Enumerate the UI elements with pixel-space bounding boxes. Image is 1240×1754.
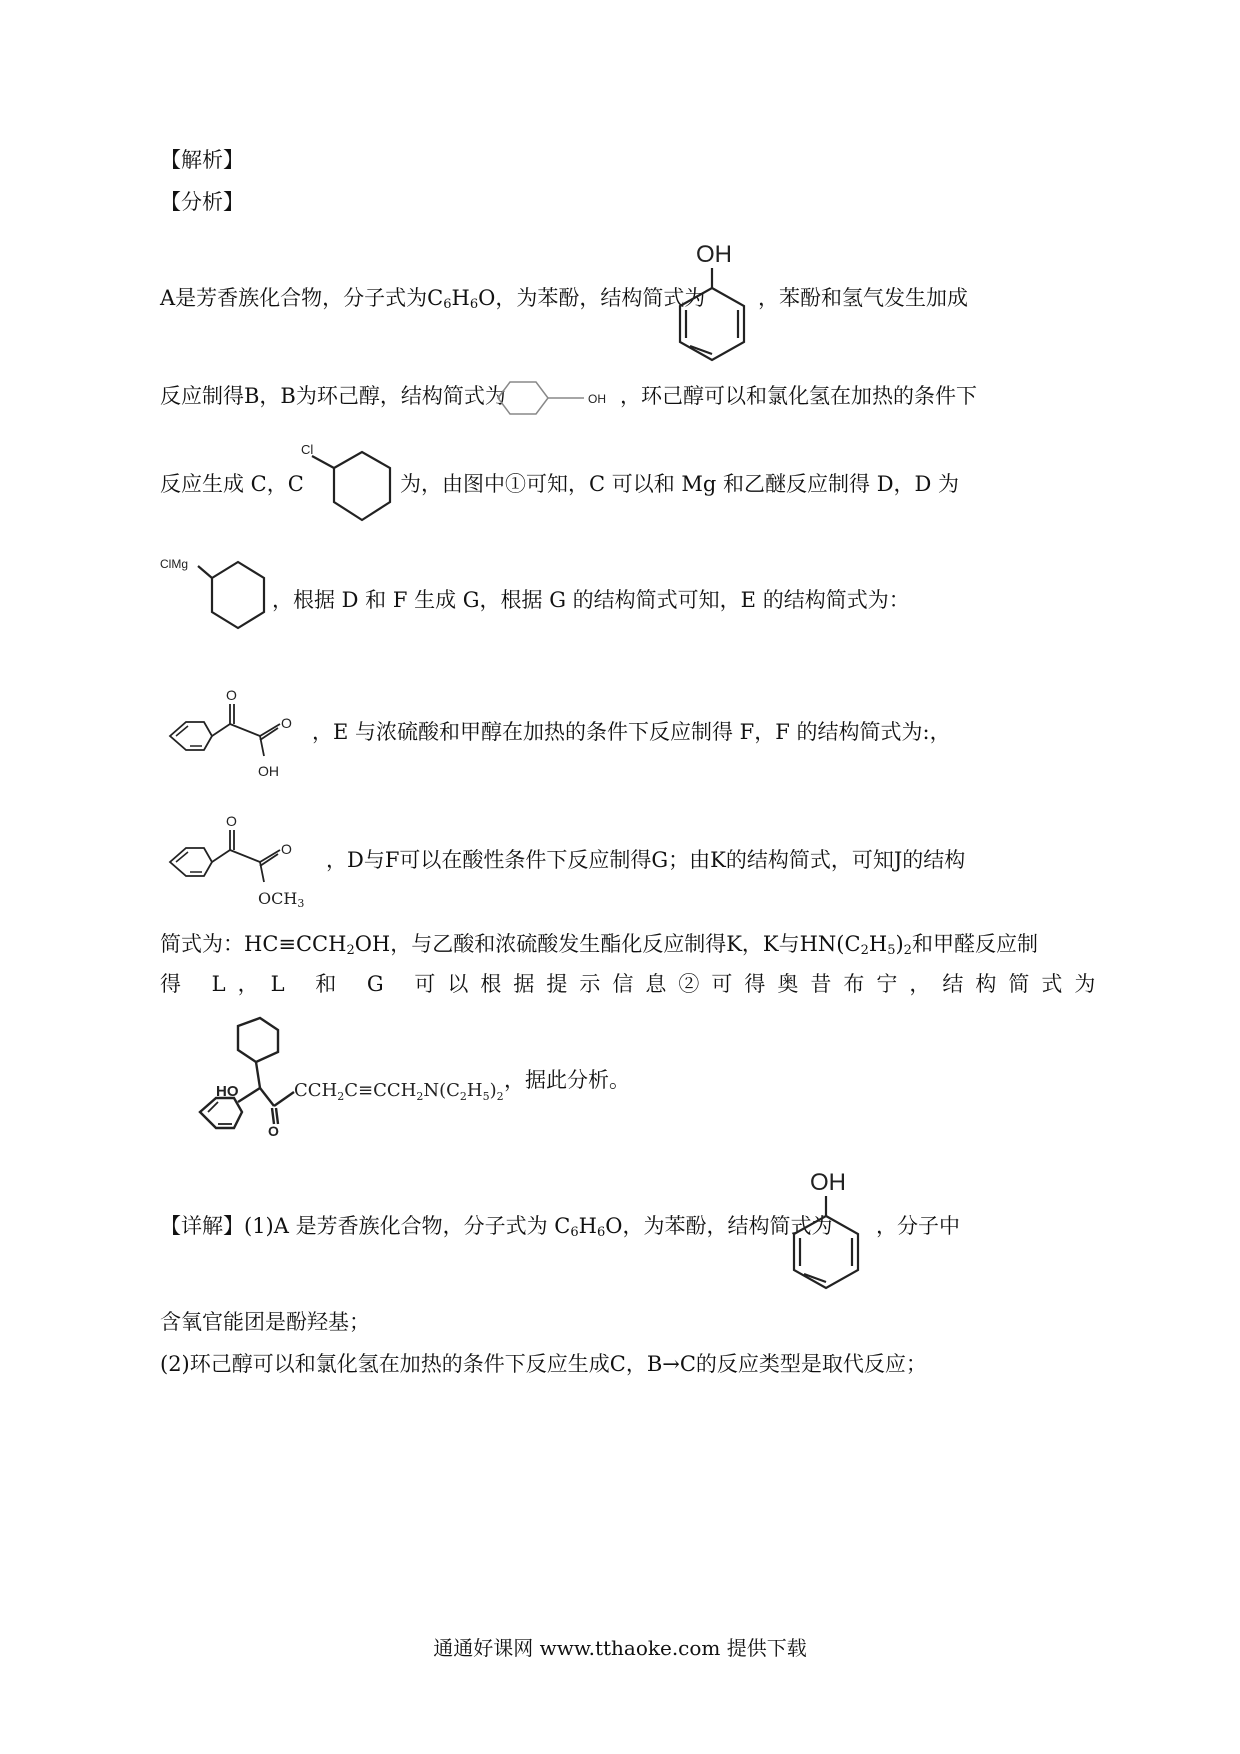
svg-text:CCH2C≡CCH2N(C2H5)2: $CCH_2C\equiv CCH_2N(C_2H_5)_2$: [294, 1080, 504, 1103]
cyclohexanol-structure: [496, 380, 616, 416]
benzoylformic-acid-structure: [164, 684, 314, 784]
svg-text:OH: OH: [696, 241, 732, 268]
para8-text: 得 L，L 和 G 可以根据提示信息②可得奥昔布宁，结构简式为: [160, 972, 1108, 996]
para1-text: A是芳香族化合物，分子式为$C_6H_6O$，为苯酚，结构简式为: [160, 286, 706, 312]
para2-text: 反应制得B，B为环己醇，结构简式为: [160, 384, 506, 408]
svg-text:OH: OH: [588, 392, 606, 406]
detail1b-text: 含氧官能团是酚羟基；: [160, 1310, 370, 1334]
heading-fenxi: 【分析】: [160, 190, 244, 214]
para2-text-end: ，环己醇可以和氯化氢在加热的条件下: [620, 384, 977, 408]
para7-text: 简式为：$HC\equiv CCH_2OH$，与乙酸和浓硫酸发生酯化反应制得K，K与$HN(C_2H_5)_2$和甲醛反应制: [160, 932, 1038, 958]
para5-text: ，E 与浓硫酸和甲醇在加热的条件下反应制得 F，F 的结构简式为:，: [312, 720, 951, 744]
svg-text:O: O: [268, 1123, 279, 1139]
svg-text:O: O: [226, 687, 237, 703]
svg-text:Cl: Cl: [301, 442, 314, 457]
detail2-text: (2)环己醇可以和氯化氢在加热的条件下反应生成C，B→C的反应类型是取代反应；: [160, 1352, 927, 1376]
para4-text: ，根据 D 和 F 生成 G，根据 G 的结构简式可知，E 的结构简式为：: [272, 588, 910, 612]
footer: 通通好课网 www.tthaoke.com 提供下载: [433, 1636, 807, 1660]
detail1-text: 【详解】(1)A 是芳香族化合物，分子式为 $C_6H_6O$，为苯酚，结构简式为: [160, 1214, 833, 1240]
svg-text:O: O: [281, 841, 292, 857]
svg-text:O: O: [281, 715, 292, 731]
para9-text: ，据此分析。: [504, 1068, 630, 1092]
para1-text-end: ，苯酚和氢气发生加成: [758, 286, 968, 310]
oxybutynin-structure: [194, 1016, 504, 1146]
svg-text:O: O: [226, 813, 237, 829]
phenol-structure-2: [786, 1160, 876, 1290]
para6-text: ，D与F可以在酸性条件下反应制得G；由K的结构简式，可知J的结构: [326, 848, 966, 872]
svg-text:ClMg: ClMg: [160, 557, 189, 571]
svg-text:OH: OH: [258, 763, 279, 779]
svg-text:HO: HO: [216, 1083, 239, 1100]
para3-text-end: 为，由图中①可知，C 可以和 Mg 和乙醚反应制得 D，D 为: [400, 472, 960, 496]
heading-jiexi: 【解析】: [160, 148, 244, 172]
methyl-benzoylformate-structure: [164, 810, 324, 910]
cyclohexylmagnesium-chloride-structure: [160, 552, 270, 644]
para3-text: 反应生成 C，C: [160, 472, 304, 496]
phenol-structure: [672, 232, 762, 362]
chlorocyclohexane-structure: [300, 438, 400, 538]
detail1-text-end: ，分子中: [876, 1214, 960, 1238]
svg-text:OH: OH: [810, 1169, 846, 1196]
svg-text:OCH3: OCH3: [258, 889, 305, 910]
